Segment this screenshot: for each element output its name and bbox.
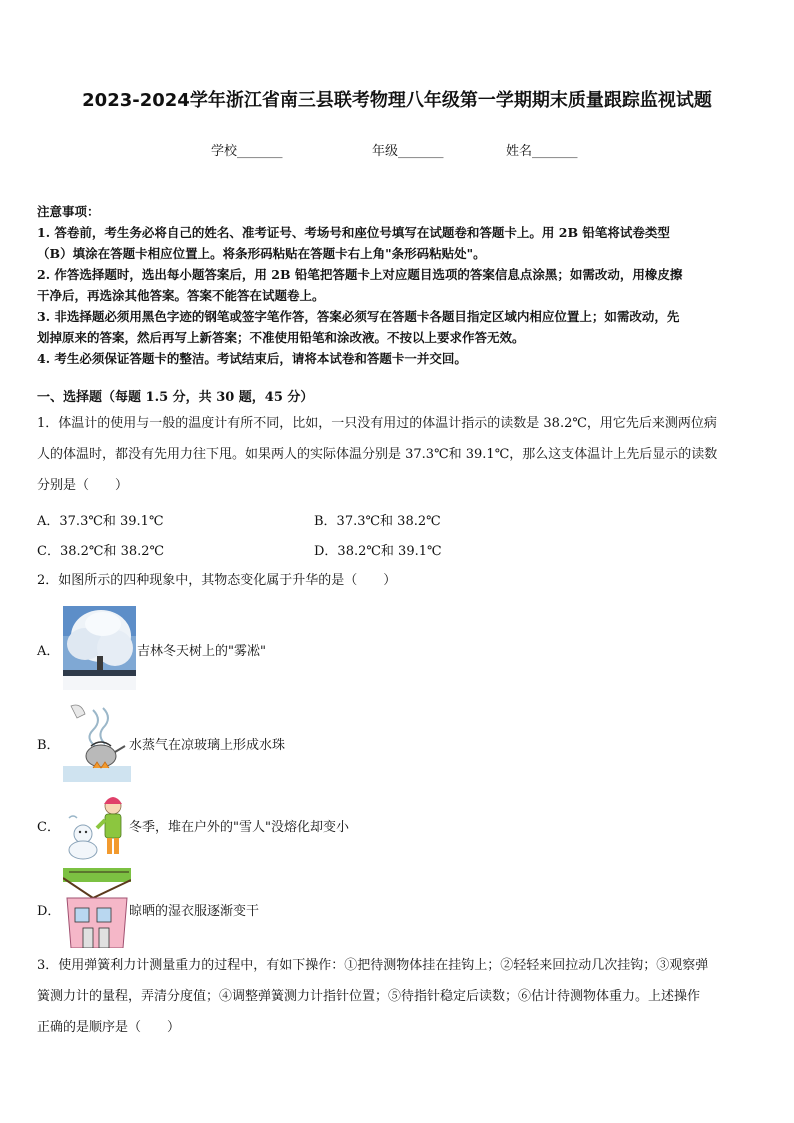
notice-line: （B）填涂在答题卡相应位置上。将条形码粘贴在答题卡右上角"条形码粘贴处"。 (37, 246, 486, 261)
kettle-steam-image (63, 700, 131, 782)
question-2-stem (37, 565, 759, 596)
notice-line: 1. 答卷前，考生务必将自己的姓名、准考证号、考场号和座位号填写在试题卷和答题卡上。用 2B 铅笔将试卷类型 (37, 225, 670, 240)
question-line: 人的体温时，都没有先用力往下甩。如果两人的实际体温分别是 37.3℃和 39.1℃，那么这支体温计上先后显示的读数 (37, 447, 718, 462)
option-caption: 水蒸气在凉玻璃上形成水珠 (129, 738, 286, 753)
question-line: 正确的是顺序是（ ） (37, 1020, 181, 1035)
option-letter: C． (37, 820, 60, 835)
question-line: 簧测力计的量程，弄清分度值；④调整弹簧测力计指针位置；⑤待指针稳定后读数；⑥估计待测物体重力。上述操作 (37, 989, 701, 1004)
option-caption: 晾晒的湿衣服逐渐变干 (129, 904, 260, 919)
option-letter: D． (37, 904, 61, 919)
q2-option-b[interactable] (37, 700, 437, 782)
notice-line: 划掉原来的答案，然后再写上新答案；不准使用铅笔和涂改液。不按以上要求作答无效。 (37, 330, 525, 345)
question-3-stem (37, 950, 759, 1043)
option-letter: B． (37, 738, 60, 753)
question-line: 1．体温计的使用与一般的温度计有所不同，比如，一只没有用过的体温计指示的读数是 38.2℃，用它先后来测两位病 (37, 416, 717, 431)
option-caption: 吉林冬天树上的"雾凇" (137, 644, 266, 659)
q1-option-c[interactable]: C．38.2℃和 38.2℃ (37, 544, 165, 559)
section-heading: 一、选择题（每题 1.5 分，共 30 题，45 分） (37, 390, 314, 405)
question-1-stem (37, 408, 759, 501)
page-title: 2023-2024学年浙江省南三县联考物理八年级第一学期期末质量跟踪监视试题 (82, 90, 712, 111)
notice-line: 3. 非选择题必须用黑色字迹的钢笔或签字笔作答，答案必须写在答题卡各题目指定区域内相应位置上；如需改动，先 (37, 309, 680, 324)
notice-heading: 注意事项： (37, 204, 100, 219)
notice-line: 干净后，再选涂其他答案。答案不能答在试题卷上。 (37, 288, 325, 303)
question-line: 3．使用弹簧利力计测量重力的过程中，有如下操作：①把待测物体挂在挂钩上；②轻轻来回拉动几次挂钩；③观察弹 (37, 958, 709, 973)
q1-option-d[interactable]: D．38.2℃和 39.1℃ (314, 544, 442, 559)
notice-line: 2. 作答选择题时，选出每小题答案后，用 2B 铅笔把答题卡上对应题目选项的答案信息点涂黑；如需改动，用橡皮擦 (37, 267, 683, 282)
question-line: 2．如图所示的四种现象中，其物态变化属于升华的是（ ） (37, 573, 397, 588)
notice-line: 4. 考生必须保证答题卡的整洁。考试结束后，请将本试卷和答题卡一并交回。 (37, 351, 467, 366)
grade-field: 年级_______ (372, 144, 444, 159)
notice-block (37, 201, 759, 369)
q1-option-a[interactable]: A．37.3℃和 39.1℃ (37, 514, 164, 529)
question-line: 分别是（ ） (37, 478, 129, 493)
option-letter: A． (37, 644, 60, 659)
drying-clothes-image (63, 868, 131, 948)
q2-option-d[interactable] (37, 868, 437, 948)
name-field: 姓名_______ (506, 144, 578, 159)
snowman-image (63, 784, 131, 862)
school-field: 学校_______ (211, 144, 283, 159)
option-caption: 冬季，堆在户外的"雪人"没熔化却变小 (129, 820, 349, 835)
q2-option-c[interactable] (37, 784, 437, 862)
q2-option-a[interactable] (37, 606, 437, 690)
rime-tree-image (63, 606, 136, 690)
q1-option-b[interactable]: B．37.3℃和 38.2℃ (314, 514, 441, 529)
